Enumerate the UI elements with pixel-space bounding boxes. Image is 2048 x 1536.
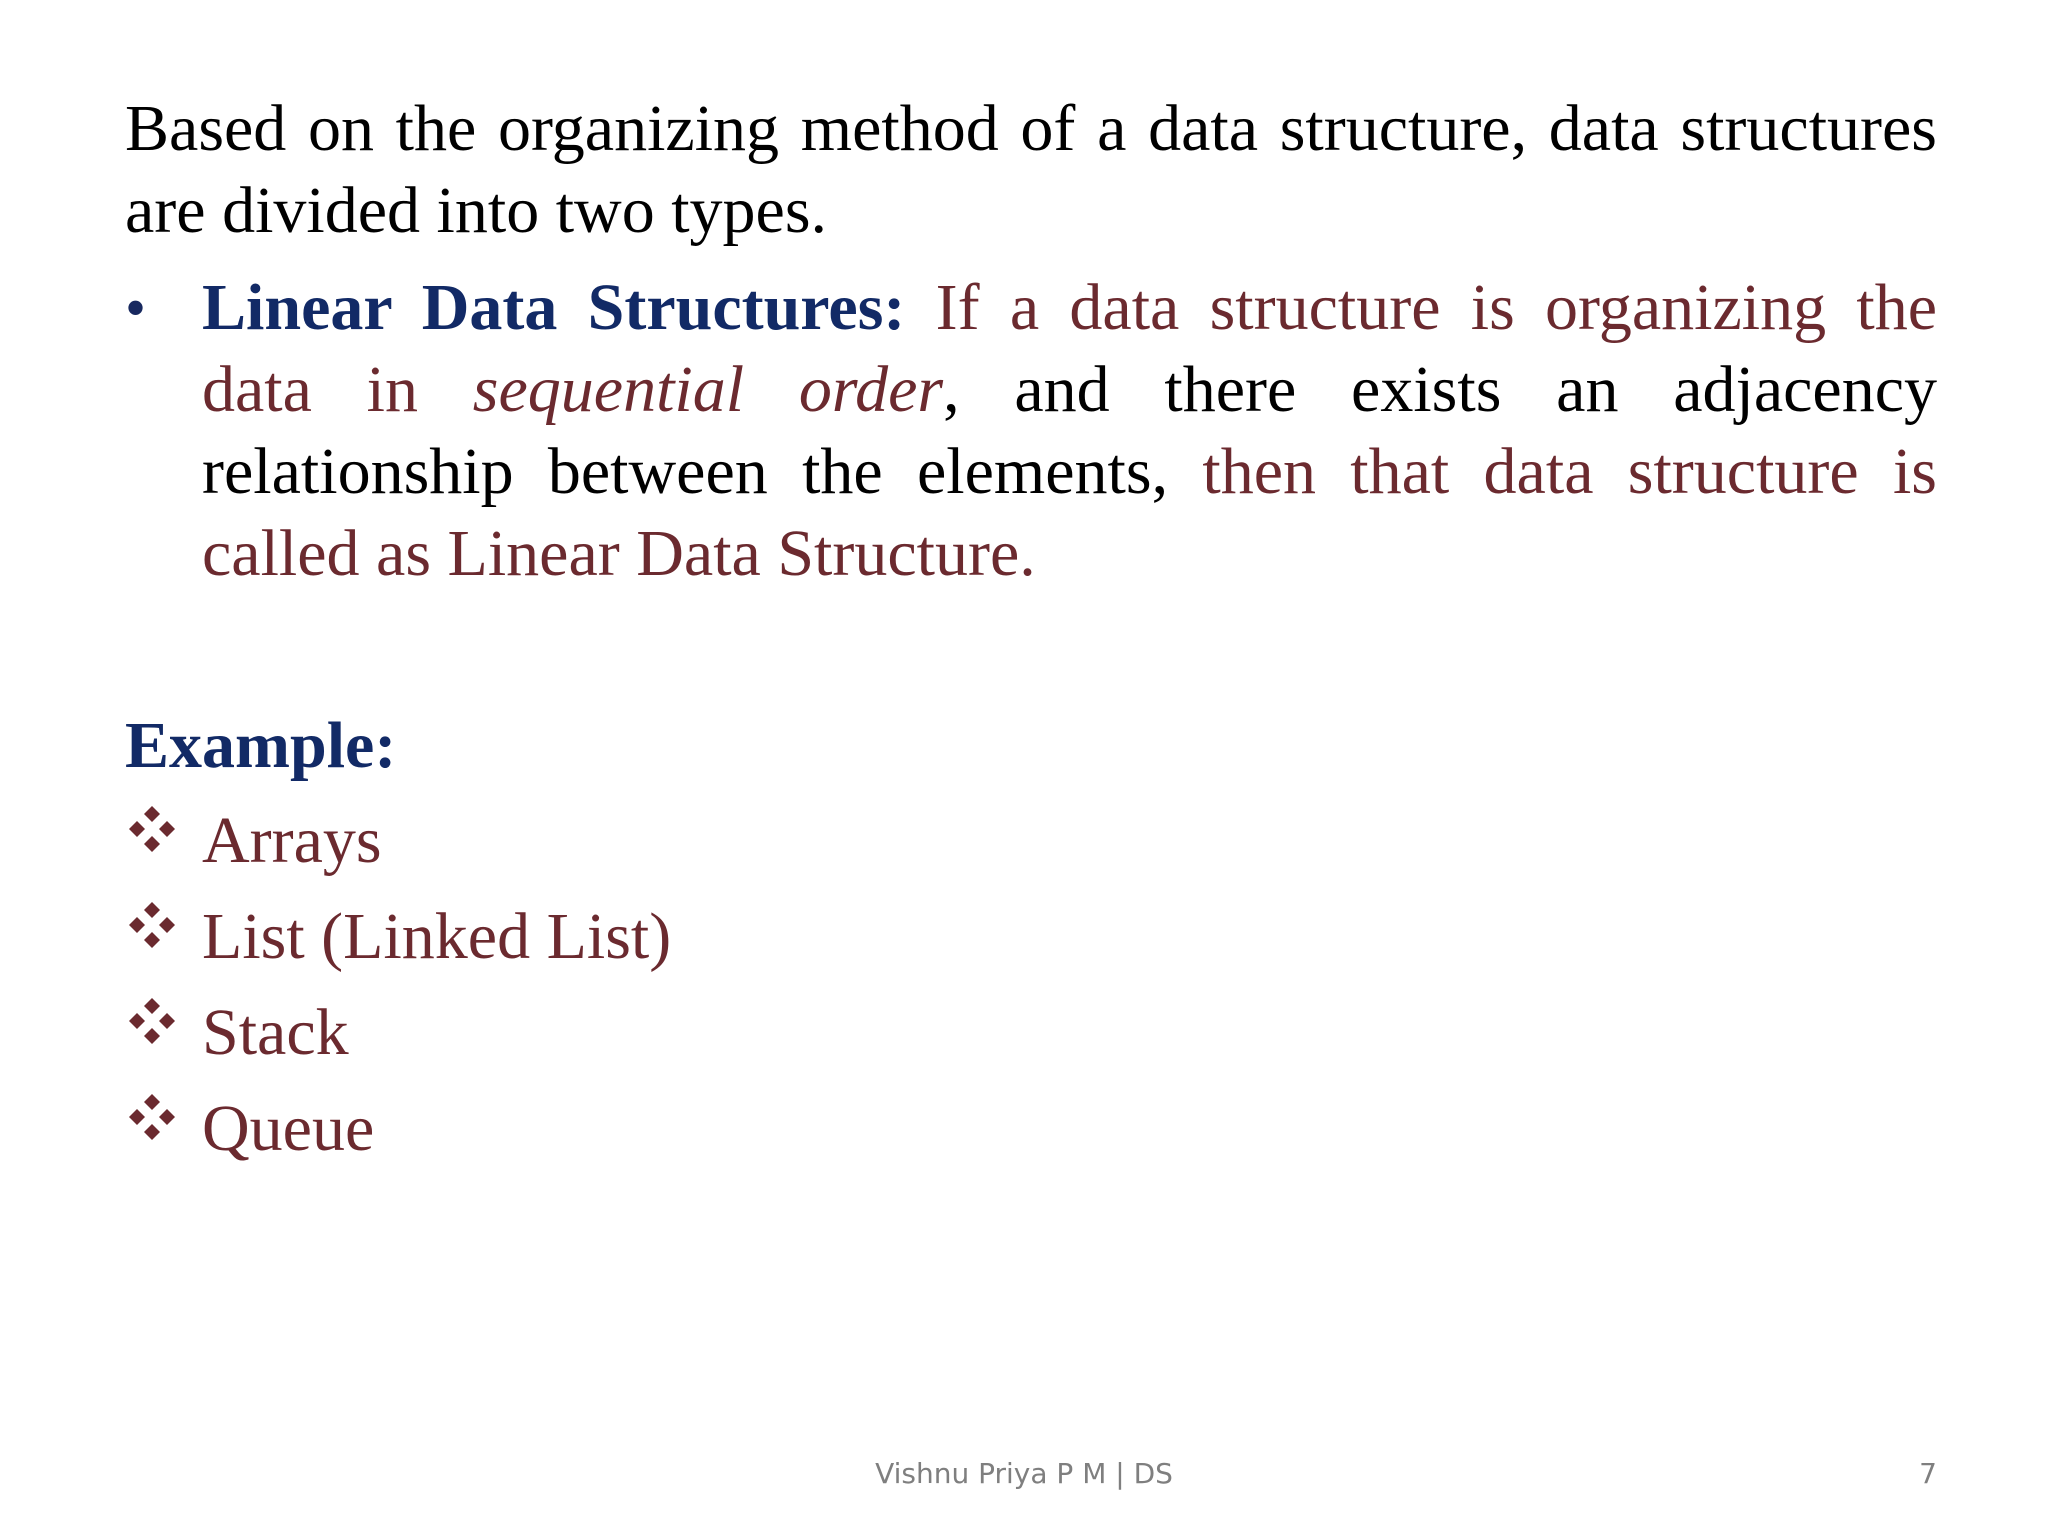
- footer-author: Vishnu Priya P M | DS: [875, 1457, 1173, 1490]
- example-heading: Example:: [125, 709, 397, 782]
- bullet-definition-start: If a data structure is organizing the data in: [202, 271, 1937, 426]
- bullet-dot-icon: •: [125, 275, 147, 341]
- intro-paragraph: Based on the organizing method of a data structure, data structures are divided into two types.: [125, 92, 1937, 247]
- bullet-paragraph: [202, 267, 1937, 595]
- linear-data-structures-bullet: [125, 267, 1937, 595]
- four-diamond-icon: [127, 1092, 177, 1142]
- four-diamond-icon: [127, 996, 177, 1046]
- bullet-adjacency-text: , and there exists an adjacency relationship between the elements,: [202, 353, 1938, 508]
- four-diamond-icon: [127, 900, 177, 950]
- example-item-label: Queue: [202, 1092, 375, 1165]
- example-item-label: Stack: [202, 996, 349, 1069]
- bullet-conclusion: then that data structure is called as Linear Data Structure.: [202, 435, 1937, 590]
- bullet-italic-phrase: sequential order: [472, 353, 944, 426]
- four-diamond-icon: [127, 804, 177, 854]
- example-item-label: Arrays: [202, 804, 382, 877]
- page-number: 7: [1919, 1457, 1937, 1490]
- bullet-term: Linear Data Structures:: [202, 271, 906, 344]
- example-item-label: List (Linked List): [202, 900, 672, 973]
